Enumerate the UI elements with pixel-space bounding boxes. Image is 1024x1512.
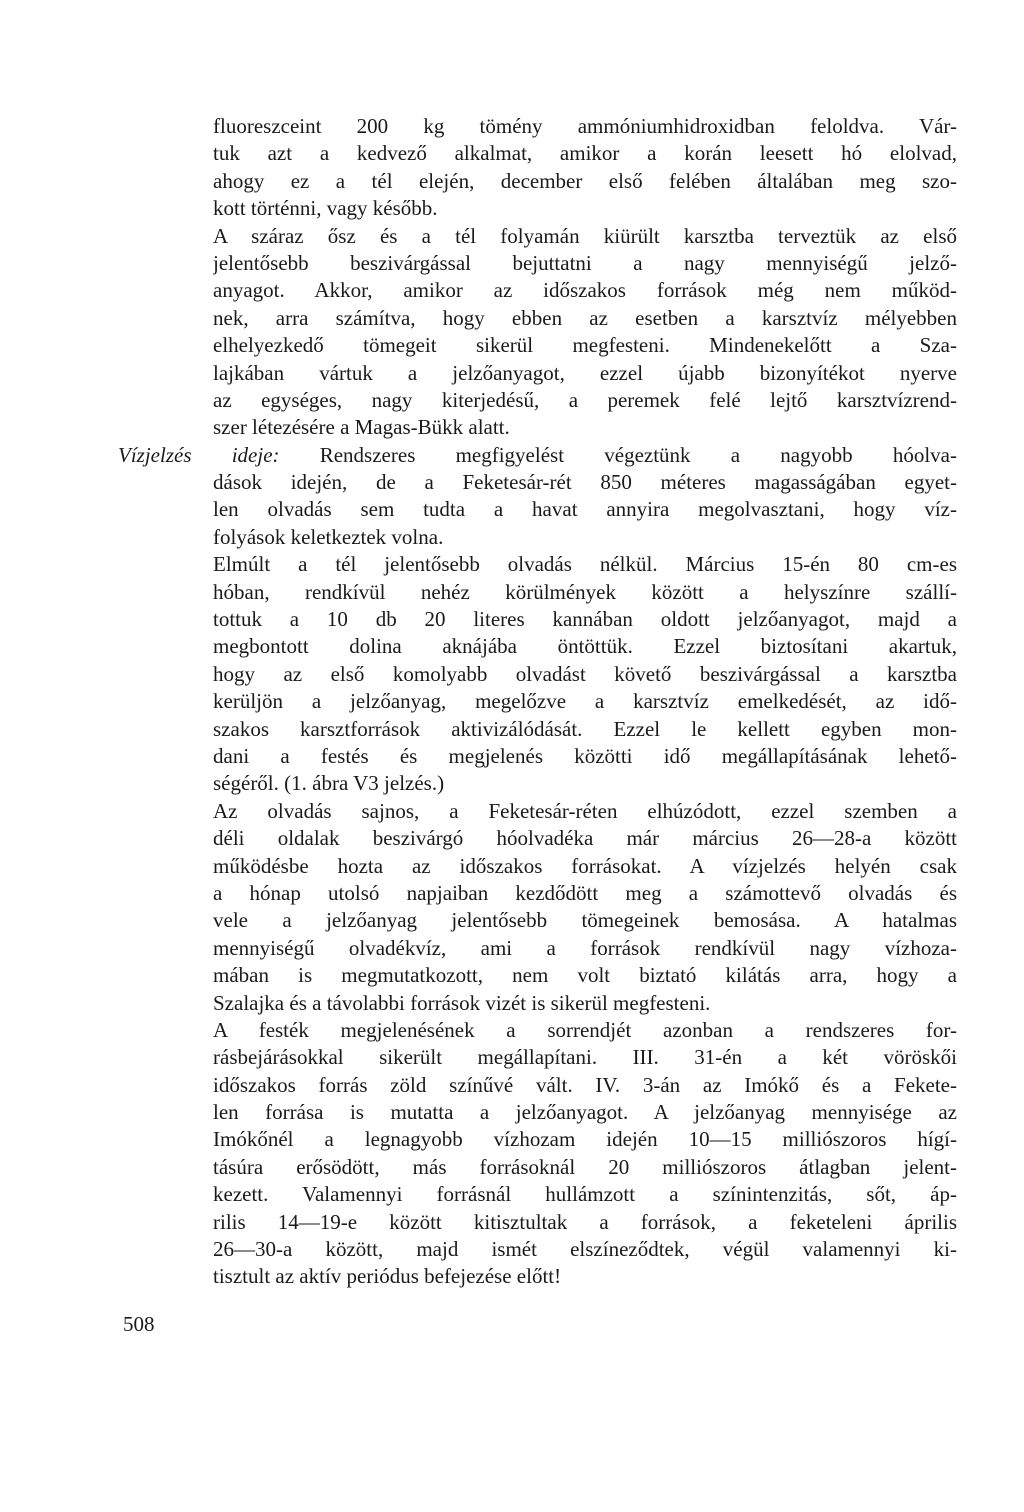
line-text: tuk azt a kedvező alkalmat, amikor a korán leesett hó elolvad, xyxy=(213,141,957,166)
line-text: kerüljön a jelzőanyag, megelőzve a karsztvíz emelkedését, az idő- xyxy=(213,689,957,714)
text-line xyxy=(213,688,957,715)
text-line xyxy=(213,579,957,606)
line-text: megbontott dolina aknájába öntöttük. Ezzel biztosítani akartuk, xyxy=(213,634,957,659)
text-line xyxy=(213,469,957,496)
line-text: Az olvadás sajnos, a Feketesár-réten elhúzódott, ezzel szemben a xyxy=(213,798,957,823)
text-line xyxy=(213,277,957,304)
line-text: tottuk a 10 db 20 literes kannában oldott jelzőanyagot, majd a xyxy=(213,607,957,632)
line-text: fluoreszceint 200 kg tömény ammóniumhidroxidban feloldva. Vár- xyxy=(213,114,957,138)
text-line xyxy=(213,770,957,797)
text-line xyxy=(213,414,957,441)
text-line xyxy=(213,606,957,633)
text-line xyxy=(213,1154,957,1181)
line-text: mennyiségű olvadékvíz, ami a források rendkívül nagy vízhoza- xyxy=(213,935,957,960)
line-text: vele a jelzőanyag jelentősebb tömegeinek bemosása. A hatalmas xyxy=(213,908,957,933)
line-text: A száraz ősz és a tél folyamán kiürült karsztba terveztük az első xyxy=(213,223,957,248)
text-line xyxy=(213,140,957,167)
line-text: szakos karsztforrások aktivizálódását. Ezzel le kellett egyben mon- xyxy=(213,716,957,741)
line-text: mában is megmutatkozott, nem volt biztató kilátás arra, hogy a xyxy=(213,963,957,988)
line-text: tisztult az aktív periódus befejezése előtt! xyxy=(213,1264,562,1289)
text-line xyxy=(213,853,957,880)
line-text: elhelyezkedő tömegeit sikerül megfesteni. Mindenekelőtt a Sza- xyxy=(213,333,957,358)
text-line xyxy=(213,1126,957,1153)
line-text: 26—30-a között, majd ismét elszíneződtek, végül valamennyi ki- xyxy=(213,1237,957,1262)
text-line xyxy=(213,250,957,277)
text-line xyxy=(213,168,957,195)
line-text: folyások keletkeztek volna. xyxy=(213,524,444,549)
text-line xyxy=(213,825,957,852)
line-text: lajkában vártuk a jelzőanyagot, ezzel újabb bizonyítékot nyerve xyxy=(213,360,957,385)
text-line xyxy=(213,661,957,688)
text-line xyxy=(118,442,957,469)
text-line xyxy=(213,195,957,222)
text-line xyxy=(213,1044,957,1071)
line-text: dások idején, de a Feketesár-rét 850 méteres magasságában egyet- xyxy=(213,470,957,495)
line-text: Imókőnél a legnagyobb vízhozam idején 10—15 milliószoros hígí- xyxy=(213,1127,957,1152)
line-text: déli oldalak beszivárgó hóolvadéka már március 26—28-a között xyxy=(213,826,957,851)
section-lead: Vízjelzés ideje: xyxy=(118,442,320,467)
line-text: nek, arra számítva, hogy ebben az esetben a karsztvíz mélyebben xyxy=(213,305,957,330)
line-text: Elmúlt a tél jelentősebb olvadás nélkül. Március 15-én 80 cm-es xyxy=(213,552,957,577)
line-text: rilis 14—19-e között kitisztultak a források, a feketeleni április xyxy=(213,1209,957,1234)
text-line xyxy=(213,1236,957,1263)
text-line xyxy=(213,716,957,743)
line-text: jelentősebb beszivárgással bejuttatni a nagy mennyiségű jelző- xyxy=(213,250,957,275)
text-line xyxy=(213,387,957,414)
text-line xyxy=(213,743,957,770)
text-line xyxy=(213,1209,957,1236)
text-line xyxy=(213,1263,957,1290)
text-line xyxy=(213,305,957,332)
text-line xyxy=(213,907,957,934)
text-line xyxy=(213,223,957,250)
text-line xyxy=(213,360,957,387)
line-text: tásúra erősödött, más forrásoknál 20 milliószoros átlagban jelent- xyxy=(213,1154,957,1179)
body-text xyxy=(118,113,957,1291)
text-line xyxy=(213,332,957,359)
text-line xyxy=(213,880,957,907)
text-line xyxy=(213,990,957,1017)
text-line xyxy=(213,496,957,523)
line-text: kott történni, vagy később. xyxy=(213,196,438,221)
text-line xyxy=(213,962,957,989)
line-text: ahogy ez a tél elején, december első felében általában meg szo- xyxy=(213,168,957,193)
line-text: len forrása is mutatta a jelzőanyagot. A jelzőanyag mennyisége az xyxy=(213,1100,957,1125)
line-text: a hónap utolsó napjaiban kezdődött meg a számottevő olvadás és xyxy=(213,880,957,905)
line-text: az egységes, nagy kiterjedésű, a peremek felé lejtő karsztvízrend- xyxy=(213,387,957,412)
line-text: ségéről. (1. ábra V3 jelzés.) xyxy=(213,771,445,796)
text-line xyxy=(213,798,957,825)
page-number: 508 xyxy=(123,1312,155,1336)
line-text: dani a festés és megjelenés közötti idő megállapításának lehető- xyxy=(213,743,957,768)
line-text: működésbe hozta az időszakos forrásokat. A vízjelzés helyén csak xyxy=(213,853,957,878)
text-line xyxy=(213,551,957,578)
line-text: Szalajka és a távolabbi források vizét is sikerül megfesteni. xyxy=(213,990,711,1015)
line-text: szer létezésére a Magas-Bükk alatt. xyxy=(213,415,510,440)
line-text: Rendszeres megfigyelést végeztünk a nagyobb hóolva- xyxy=(319,442,957,467)
line-text: anyagot. Akkor, amikor az időszakos források még nem működ- xyxy=(213,278,957,303)
line-text: időszakos forrás zöld színűvé vált. IV. 3-án az Imókő és a Fekete- xyxy=(213,1072,957,1097)
text-line xyxy=(213,935,957,962)
text-line xyxy=(213,1072,957,1099)
text-line xyxy=(213,524,957,551)
line-text: hóban, rendkívül nehéz körülmények között a helyszínre szállí- xyxy=(213,579,957,604)
line-text: len olvadás sem tudta a havat annyira megolvasztani, hogy víz- xyxy=(213,497,957,522)
line-text: A festék megjelenésének a sorrendjét azonban a rendszeres for- xyxy=(213,1017,957,1042)
text-line xyxy=(213,1099,957,1126)
line-text: rásbejárásokkal sikerült megállapítani. III. 31-én a két vöröskői xyxy=(213,1045,957,1070)
line-text: hogy az első komolyabb olvadást követő beszivárgással a karsztba xyxy=(213,661,957,686)
text-line xyxy=(213,113,957,140)
text-line xyxy=(213,633,957,660)
line-text: kezett. Valamennyi forrásnál hullámzott a színintenzitás, sőt, áp- xyxy=(213,1182,957,1207)
text-line xyxy=(213,1017,957,1044)
text-line xyxy=(213,1181,957,1208)
